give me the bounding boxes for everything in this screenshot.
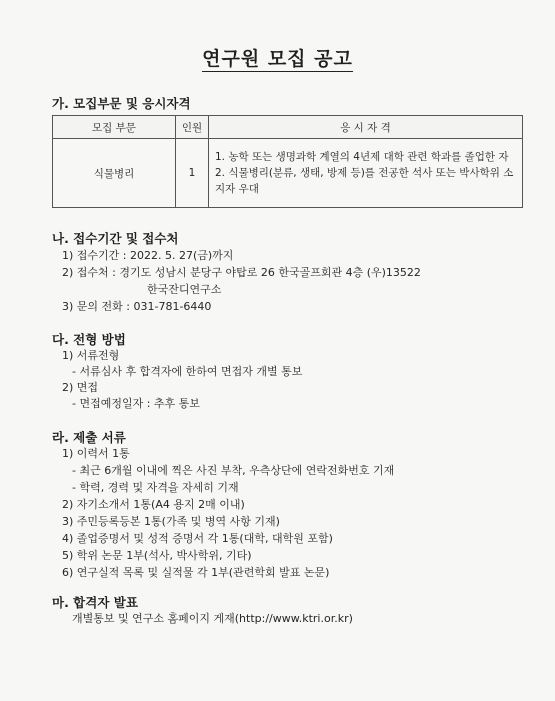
section-heading-ma: 마. 합격자 발표 — [52, 595, 138, 610]
qualification-2: 2. 식물병리(분류, 생태, 방제 등)를 전공한 석사 또는 박사학위 소지자 우대 — [215, 167, 514, 195]
section-heading-da: 다. 전형 방법 — [52, 332, 126, 347]
text-line: 3) 주민등록등본 1통(가족 및 병역 사항 기재) — [62, 515, 280, 528]
text-line: 3) 문의 전화 : 031-781-6440 — [62, 300, 212, 313]
page-title: 연구원 모집 공고 — [202, 48, 353, 70]
recruitment-table — [52, 115, 523, 208]
text-line: 한국잔디연구소 — [147, 283, 222, 296]
cell-qualifications — [209, 139, 523, 208]
header-field: 모집 부문 — [53, 116, 176, 139]
cell-count: 1 — [176, 139, 209, 208]
text-line: 4) 졸업증명서 및 성적 증명서 각 1통(대학, 대학원 포함) — [62, 532, 333, 545]
text-line: - 최근 6개월 이내에 찍은 사진 부착, 우측상단에 연락전화번호 기재 — [72, 464, 395, 477]
text-line: 2) 접수처 : 경기도 성남시 분당구 야탑로 26 한국골프회관 4층 (우)13522 — [62, 266, 421, 279]
text-line: 1) 이력서 1통 — [62, 447, 130, 460]
table-header-row — [53, 116, 523, 139]
text-line: 1) 서류전형 — [62, 349, 120, 362]
text-line: 6) 연구실적 목록 및 실적물 각 1부(관련학회 발표 논문) — [62, 566, 330, 579]
text-line: 1) 접수기간 : 2022. 5. 27(금)까지 — [62, 249, 234, 262]
text-line: 2) 자기소개서 1통(A4 용지 2매 이내) — [62, 498, 245, 511]
table-row — [53, 139, 523, 208]
text-line: 5) 학위 논문 1부(석사, 박사학위, 기타) — [62, 549, 252, 562]
text-line: 2) 면접 — [62, 381, 99, 394]
section-heading-ga: 가. 모집부문 및 응시자격 — [52, 96, 191, 111]
cell-field: 식물병리 — [53, 139, 176, 208]
section-heading-na: 나. 접수기간 및 접수처 — [52, 231, 179, 246]
text-line: - 면접예정일자 : 추후 통보 — [72, 397, 200, 410]
text-line: - 학력, 경력 및 자격을 자세히 기재 — [72, 481, 239, 494]
section-heading-ra: 라. 제출 서류 — [52, 430, 126, 445]
header-qualification: 응 시 자 격 — [209, 116, 523, 139]
text-line: 개별통보 및 연구소 홈페이지 게재(http://www.ktri.or.kr) — [72, 612, 353, 625]
qualification-1: 1. 농학 또는 생명과학 계열의 4년제 대학 관련 학과를 졸업한 자 — [215, 151, 509, 163]
header-count: 인원 — [176, 116, 209, 139]
text-line: - 서류심사 후 합격자에 한하여 면접자 개별 통보 — [72, 365, 303, 378]
